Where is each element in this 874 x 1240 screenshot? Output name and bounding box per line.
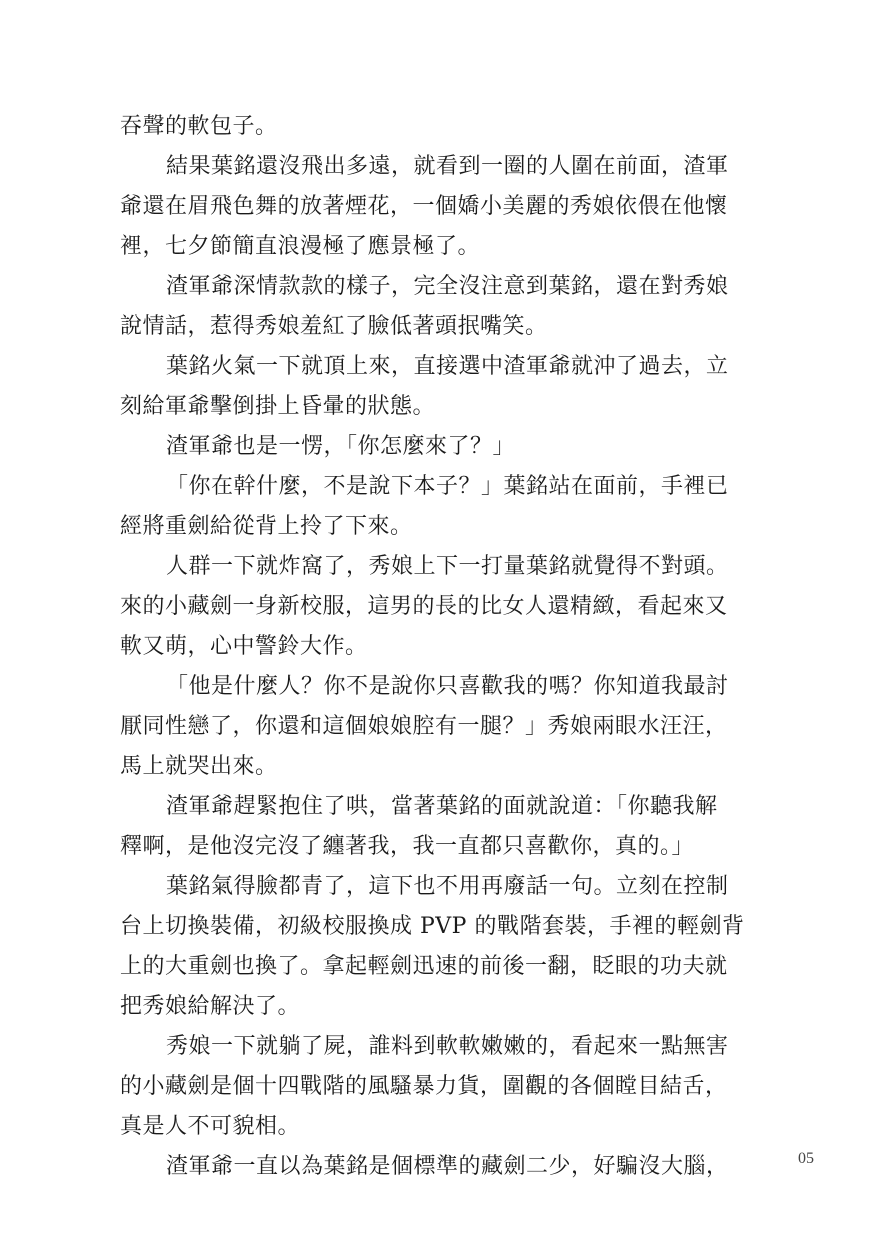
- text-line: 葉銘火氣一下就頂上來，直接選中渣軍爺就沖了過去，立: [166, 354, 729, 379]
- text-line: 來的小藏劍一身新校服，這男的長的比女人還精緻，看起來又: [120, 594, 728, 619]
- text-line: 馬上就哭出來。: [120, 754, 278, 779]
- text-line: 經將重劍給從背上拎了下來。: [120, 514, 413, 539]
- text-line: 渣軍爺一直以為葉銘是個標準的藏劍二少，好騙沒大腦，: [166, 1154, 729, 1179]
- page-number: 05: [798, 1150, 814, 1167]
- text-line: 爺還在眉飛色舞的放著煙花，一個嬌小美麗的秀娘依偎在他懷: [120, 194, 728, 219]
- text-line: 台上切換裝備，初級校服換成 PVP 的戰階套裝，手裡的輕劍背: [120, 914, 745, 939]
- text-line: 刻給軍爺擊倒掛上昏暈的狀態。: [120, 394, 436, 419]
- text-line: 渣軍爺深情款款的樣子，完全沒注意到葉銘，還在對秀娘: [166, 274, 729, 299]
- text-line: 葉銘氣得臉都青了，這下也不用再廢話一句。立刻在控制: [166, 874, 729, 899]
- text-line: 厭同性戀了，你還和這個娘娘腔有一腿？」秀娘兩眼水汪汪，: [120, 714, 728, 739]
- text-line: 上的大重劍也換了。拿起輕劍迅速的前後一翻，眨眼的功夫就: [120, 954, 728, 979]
- text-line: 說情話，惹得秀娘羞紅了臉低著頭抿嘴笑。: [120, 314, 548, 339]
- text-line: 真是人不可貌相。: [120, 1114, 301, 1139]
- text-line: 裡，七夕節簡直浪漫極了應景極了。: [120, 234, 481, 259]
- text-line: 人群一下就炸窩了，秀娘上下一打量葉銘就覺得不對頭。: [166, 554, 729, 579]
- text-line: 渣軍爺趕緊抱住了哄，當著葉銘的面就說道：「你聽我解: [166, 794, 718, 819]
- text-line: 釋啊，是他沒完沒了纏著我，我一直都只喜歡你，真的。」: [120, 834, 695, 859]
- text-line: 吞聲的軟包子。: [120, 114, 278, 139]
- text-line: 渣軍爺也是一愣，「你怎麼來了？」: [166, 434, 516, 459]
- text-line: 秀娘一下就躺了屍，誰料到軟軟嫩嫩的，看起來一點無害: [166, 1034, 729, 1059]
- text-line: 結果葉銘還沒飛出多遠，就看到一圈的人圍在前面，渣軍: [166, 154, 729, 179]
- text-line: 「他是什麼人？你不是說你只喜歡我的嗎？你知道我最討: [166, 674, 729, 699]
- body-text: [120, 107, 760, 1187]
- text-line: 軟又萌，心中警鈴大作。: [120, 634, 368, 659]
- text-line: 的小藏劍是個十四戰階的風騷暴力貨，圍觀的各個瞠目結舌，: [120, 1074, 728, 1099]
- text-line: 把秀娘給解決了。: [120, 994, 301, 1019]
- text-line: 「你在幹什麼，不是說下本子？」葉銘站在面前，手裡已: [166, 474, 729, 499]
